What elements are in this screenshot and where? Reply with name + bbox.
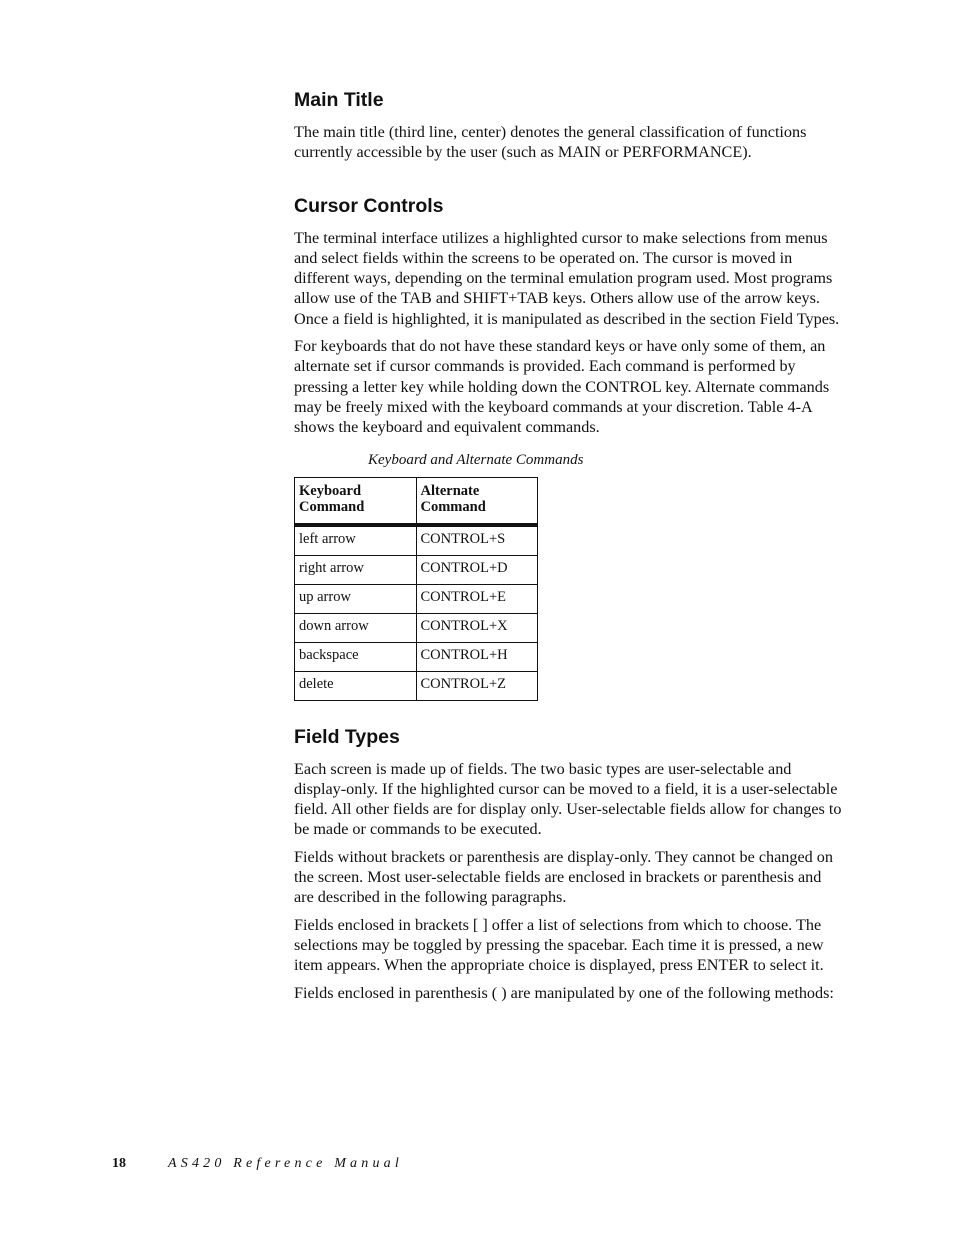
section-cursor-controls: [294, 192, 842, 701]
alternate-cell: CONTROL+X: [416, 613, 538, 642]
alternate-cell: CONTROL+D: [416, 555, 538, 584]
alternate-cell: CONTROL+H: [416, 642, 538, 671]
table-caption: Keyboard and Alternate Commands: [368, 451, 584, 468]
keyboard-cell: down arrow: [295, 613, 417, 642]
paragraph: For keyboards that do not have these standard keys or have only some of them, an alternate set if cursor commands is provided. Each command is performed by pressing a letter key while holding down the CONTROL key. Alternate commands may be freely mixed with the keyboard commands at your discretion. Table 4-A shows the keyboard and equivalent commands.: [294, 337, 830, 437]
paragraph: The main title (third line, center) denotes the general classification of functions currently accessible by the user (such as MAIN or PERFORMANCE).: [294, 123, 807, 162]
paragraph: Fields enclosed in brackets [ ] offer a list of selections from which to choose. The selections may be toggled by pressing the spacebar. Each time it is pressed, a new item appears. When the appropriate choice is displayed, press ENTER to select it.: [294, 915, 824, 975]
header-keyboard-command: Keyboard Command: [295, 477, 417, 525]
keyboard-cell: delete: [295, 671, 417, 700]
table-row: [295, 613, 538, 642]
keyboard-cell: up arrow: [295, 584, 417, 613]
section-field-types: [294, 723, 842, 1003]
heading-field-types: Field Types: [294, 725, 400, 748]
table-header-row: [295, 477, 538, 525]
table-row: [295, 671, 538, 700]
paragraph: The terminal interface utilizes a highlighted cursor to make selections from menus and select fields within the screens to be operated on. The cursor is moved in different ways, depending on the terminal emulation program used. Most programs allow use of the TAB and SHIFT+TAB keys. Others allow use of the arrow keys. Once a field is highlighted, it is manipulated as described in the section Field Types.: [294, 228, 840, 328]
paragraph: Fields without brackets or parenthesis are display-only. They cannot be changed on the screen. Most user-selectable fields are enclosed in brackets or parenthesis and are described in the following paragraphs.: [294, 847, 833, 907]
table-row: [295, 642, 538, 671]
heading-main-title: Main Title: [294, 89, 384, 111]
keyboard-cell: backspace: [295, 642, 417, 671]
keyboard-cell: right arrow: [295, 555, 417, 584]
commands-table: [294, 477, 538, 701]
keyboard-cell: left arrow: [295, 525, 417, 556]
paragraph: Fields enclosed in parenthesis ( ) are manipulated by one of the following methods:: [294, 983, 834, 1002]
page-number: 18: [112, 1156, 126, 1171]
alternate-cell: CONTROL+S: [416, 525, 538, 556]
paragraph: Each screen is made up of fields. The two basic types are user-selectable and display-only. If the highlighted cursor can be moved to a field, it is a user-selectable field. All other fields are for display only. User-selectable fields allow for changes to be made or commands to be executed.: [294, 759, 842, 839]
heading-cursor-controls: Cursor Controls: [294, 194, 444, 217]
page-footer: [112, 1154, 512, 1174]
table-row: [295, 555, 538, 584]
manual-name: AS420 Reference Manual: [168, 1156, 403, 1171]
page-content: [294, 86, 842, 1010]
table-row: [295, 525, 538, 556]
alternate-cell: CONTROL+E: [416, 584, 538, 613]
table-row: [295, 584, 538, 613]
section-main-title: [294, 86, 842, 163]
header-alternate-command: Alternate Command: [416, 477, 538, 525]
alternate-cell: CONTROL+Z: [416, 671, 538, 700]
